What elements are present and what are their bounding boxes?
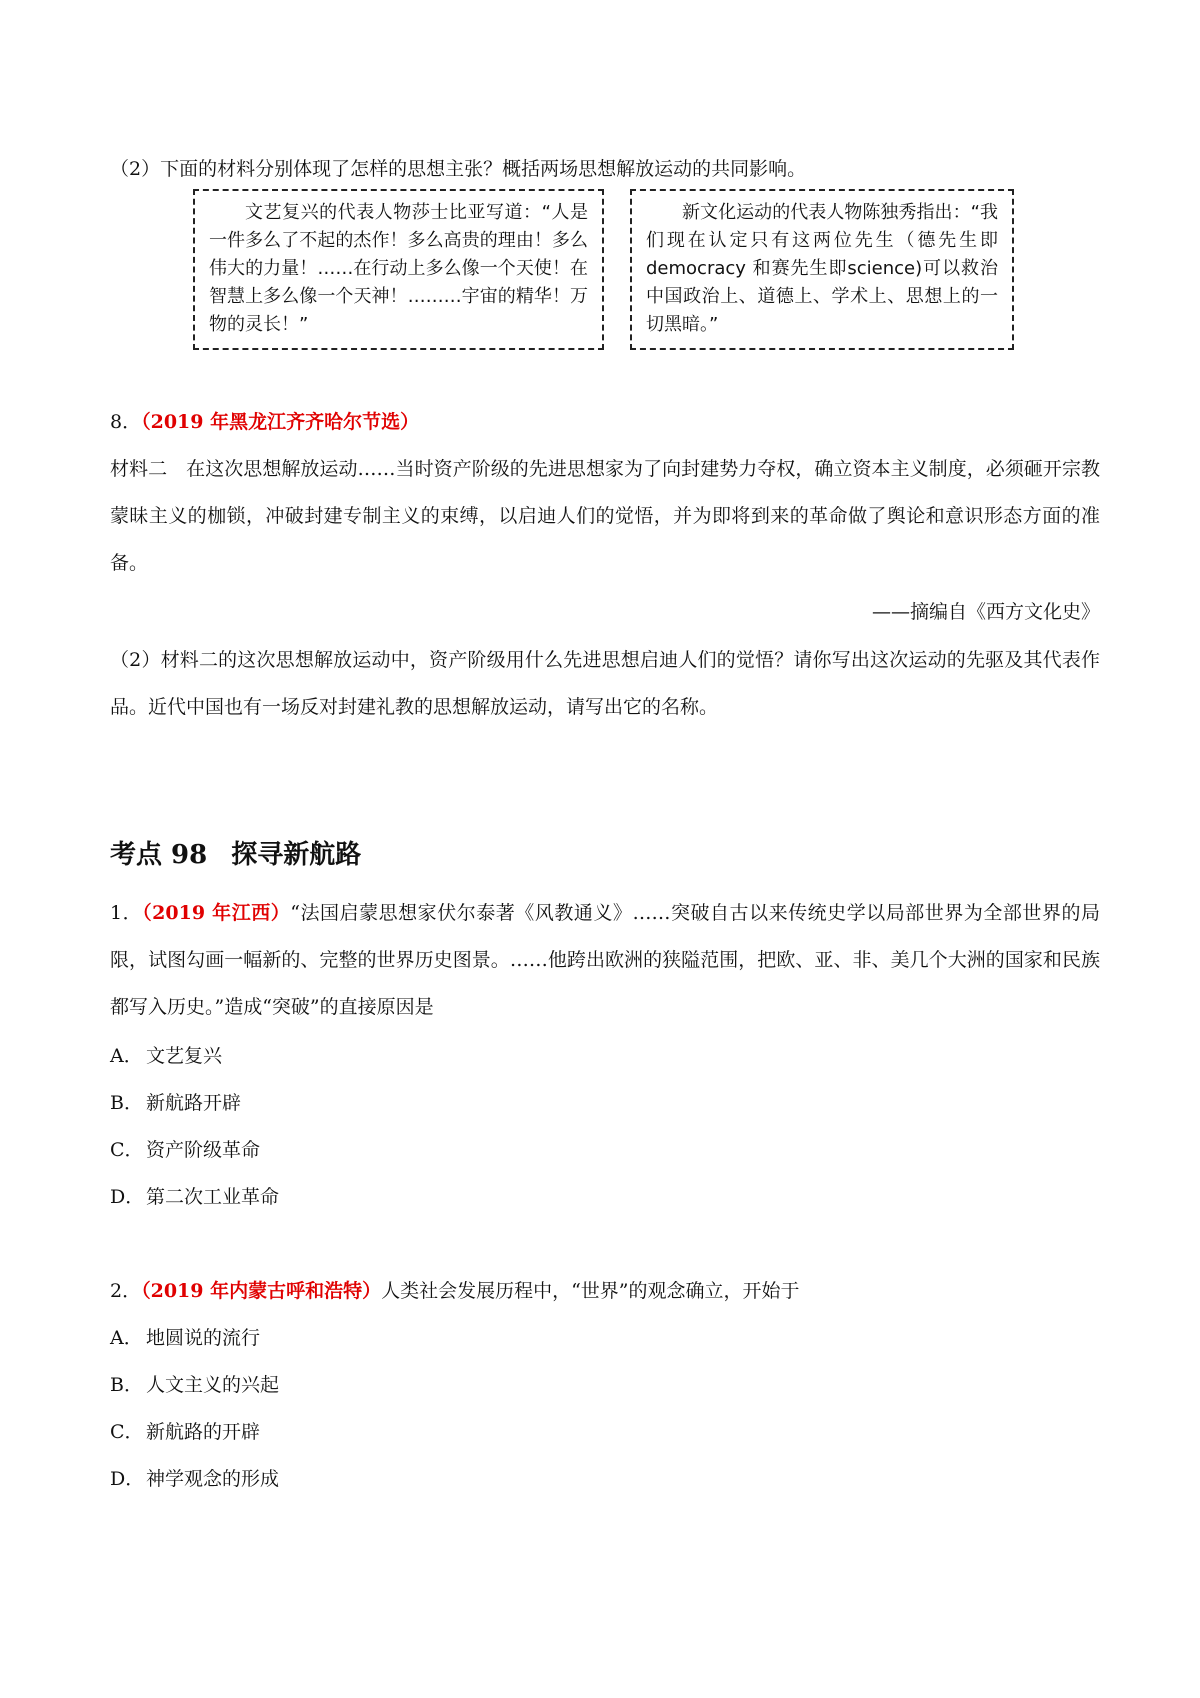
q1-option-d[interactable] <box>110 1184 279 1210</box>
q1-option-b-text: 新航路开辟 <box>146 1092 242 1114</box>
q1-option-a-text: 文艺复兴 <box>146 1045 223 1067</box>
q8-header <box>110 409 419 435</box>
section-label: 考点 98 <box>110 840 208 870</box>
q1-option-d-text: 第二次工业革命 <box>146 1186 280 1208</box>
q8-citation: ——摘编自《西方文化史》 <box>871 601 1100 623</box>
q2-source-tag: （2019 年内蒙古呼和浩特） <box>141 1280 382 1302</box>
q8-question: （2）材料二的这次思想解放运动中，资产阶级用什么先进思想启迪人们的觉悟？请你写出这次运动的先驱及其代表作品。近代中国也有一场反对封建礼教的思想解放运动，请写出它的名称。 <box>110 649 1100 718</box>
quote-box-chen-duxiu <box>630 189 1014 350</box>
q2-option-a[interactable] <box>110 1325 260 1351</box>
q2-option-b[interactable] <box>110 1372 279 1398</box>
q1-option-b-letter: B． <box>110 1092 143 1114</box>
q7-part2-question: （2）下面的材料分别体现了怎样的思想主张？概括两场思想解放运动的共同影响。 <box>110 158 807 180</box>
q2-option-b-text: 人文主义的兴起 <box>146 1374 280 1396</box>
q1-number: 1． <box>110 902 143 924</box>
q1-option-c-text: 资产阶级革命 <box>146 1139 261 1161</box>
q1-stem-block <box>110 890 1100 1031</box>
q2-option-b-letter: B． <box>110 1374 143 1396</box>
q2-option-a-text: 地圆说的流行 <box>146 1327 261 1349</box>
q1-source-tag: （2019 年江西） <box>142 902 291 924</box>
q1-option-b[interactable] <box>110 1090 241 1116</box>
q8-number: 8． <box>110 411 142 433</box>
q2-option-c-letter: C． <box>110 1421 144 1443</box>
q1-stem: “法国启蒙思想家伏尔泰著《风教通义》……突破自古以来传统史学以局部世界为全部世界的局限，试图勾画一幅新的、完整的世界历史图景。……他跨出欧洲的狭隘范围，把欧、亚、非、美几个大洲的国家和民族都写入历史。”造成“突破”的直接原因是 <box>110 902 1101 1018</box>
quote-text-chen-duxiu: 新文化运动的代表人物陈独秀指出：“我们现在认定只有这两位先生（德先生即 democracy 和赛先生即science)可以救治中国政治上、道德上、学术上、思想上的一切黑暗。” <box>646 202 998 335</box>
q2-option-a-letter: A． <box>110 1327 143 1349</box>
q2-option-d-text: 神学观念的形成 <box>146 1468 280 1490</box>
q8-material: 材料二 在这次思想解放运动……当时资产阶级的先进思想家为了向封建势力夺权，确立资本主义制度，必须砸开宗教蒙昧主义的枷锁，冲破封建专制主义的束缚，以启迪人们的觉悟，并为即将到来的革命做了舆论和意识形态方面的准备。 <box>110 458 1100 574</box>
q1-option-a[interactable] <box>110 1043 222 1069</box>
q1-option-c-letter: C． <box>110 1139 144 1161</box>
section-heading <box>110 838 361 872</box>
q1-option-c[interactable] <box>110 1137 260 1163</box>
q2-stem-line <box>110 1278 800 1304</box>
q2-stem: 人类社会发展历程中，“世界”的观念确立，开始于 <box>381 1280 800 1302</box>
quote-box-shakespeare <box>193 189 604 350</box>
q2-option-c-text: 新航路的开辟 <box>146 1421 261 1443</box>
q1-option-a-letter: A． <box>110 1045 143 1067</box>
q8-source-tag: （2019 年黑龙江齐齐哈尔节选） <box>141 411 420 433</box>
q2-option-d[interactable] <box>110 1466 279 1492</box>
q1-option-d-letter: D． <box>110 1186 145 1208</box>
section-title: 探寻新航路 <box>231 840 362 870</box>
q2-number: 2． <box>110 1280 142 1302</box>
q2-option-d-letter: D． <box>110 1468 145 1490</box>
quote-text-shakespeare: 文艺复兴的代表人物莎士比亚写道：“人是一件多么了不起的杰作！多么高贵的理由！多么伟大的力量！……在行动上多么像一个天使！在智慧上多么像一个天神！………宇宙的精华！万物的灵长！” <box>209 202 588 335</box>
q2-option-c[interactable] <box>110 1419 260 1445</box>
